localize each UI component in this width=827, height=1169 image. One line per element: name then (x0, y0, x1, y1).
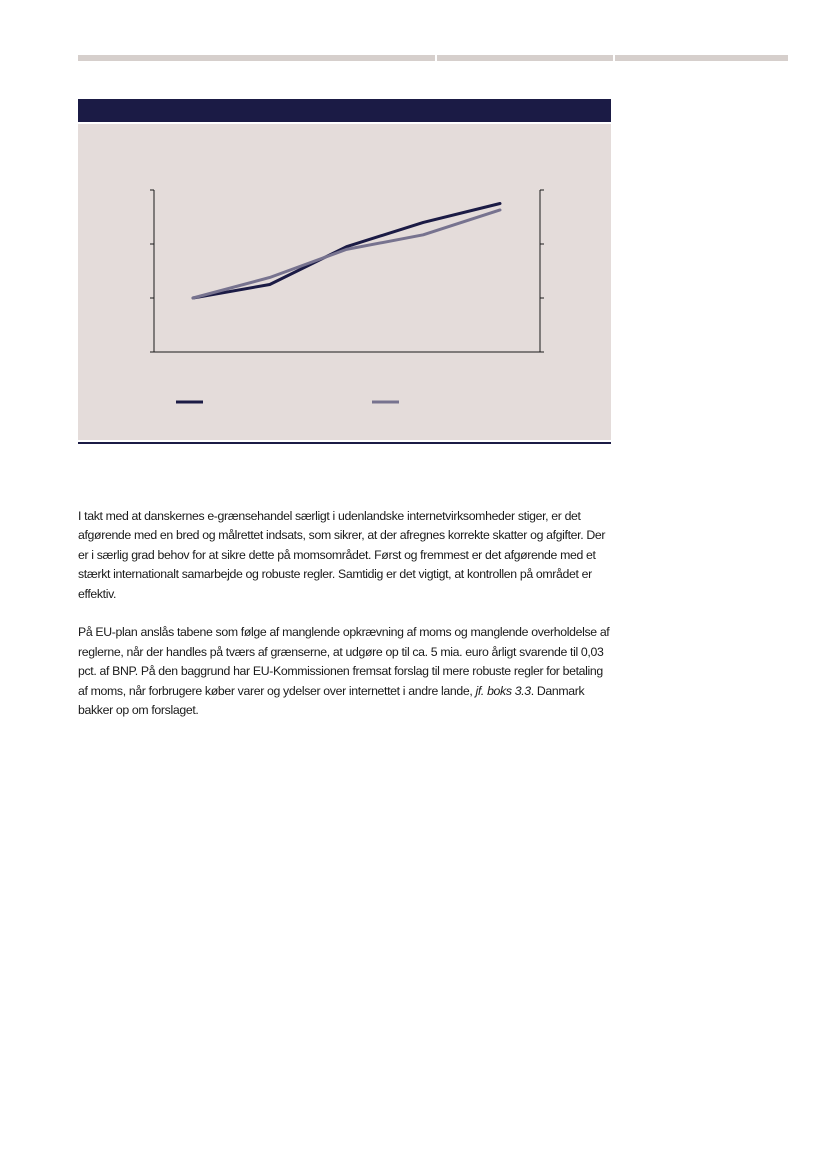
paragraph-2 (78, 623, 613, 720)
line-chart (78, 124, 611, 440)
body-text (78, 507, 613, 740)
series-line-2 (193, 210, 500, 298)
paragraph-2-end: . Danmark bakker op om forslaget. (78, 683, 585, 718)
top-rule-gap (613, 55, 615, 61)
top-rule-gap (435, 55, 437, 61)
box-reference: jf. boks 3.3 (475, 683, 531, 698)
paragraph-2-text: På EU-plan anslås tabene som følge af manglende opkrævning af moms og manglende overholdelse af reglerne, når der handles på tværs af grænserne, at udgøre op til ca. 5 mia. euro årligt svarende til 0,03 pct. af BNP. På den baggrund har EU-Kommissionen fremsat forslag til mere robuste regler for betaling af moms, når forbrugere køber varer og ydelser over internettet i andre lande, (78, 625, 610, 698)
figure-panel (78, 124, 611, 440)
top-rule (78, 55, 788, 61)
paragraph-1: I takt med at danskernes e-grænsehandel særligt i udenlandske internetvirksomheder stiger, er det afgørende med en bred og målrettet indsats, som sikrer, at der afregnes korrekte skatter og afgifter. Der er i særlig grad behov for at sikre dette på momsområdet. Først og fremmest er det afgørende med et stærkt internationalt samarbejde og robuste regler. Samtidig er det vigtigt, at kontrollen på området er effektiv. (78, 509, 606, 601)
figure-header-bar (78, 99, 611, 122)
figure-bottom-rule (78, 442, 611, 444)
